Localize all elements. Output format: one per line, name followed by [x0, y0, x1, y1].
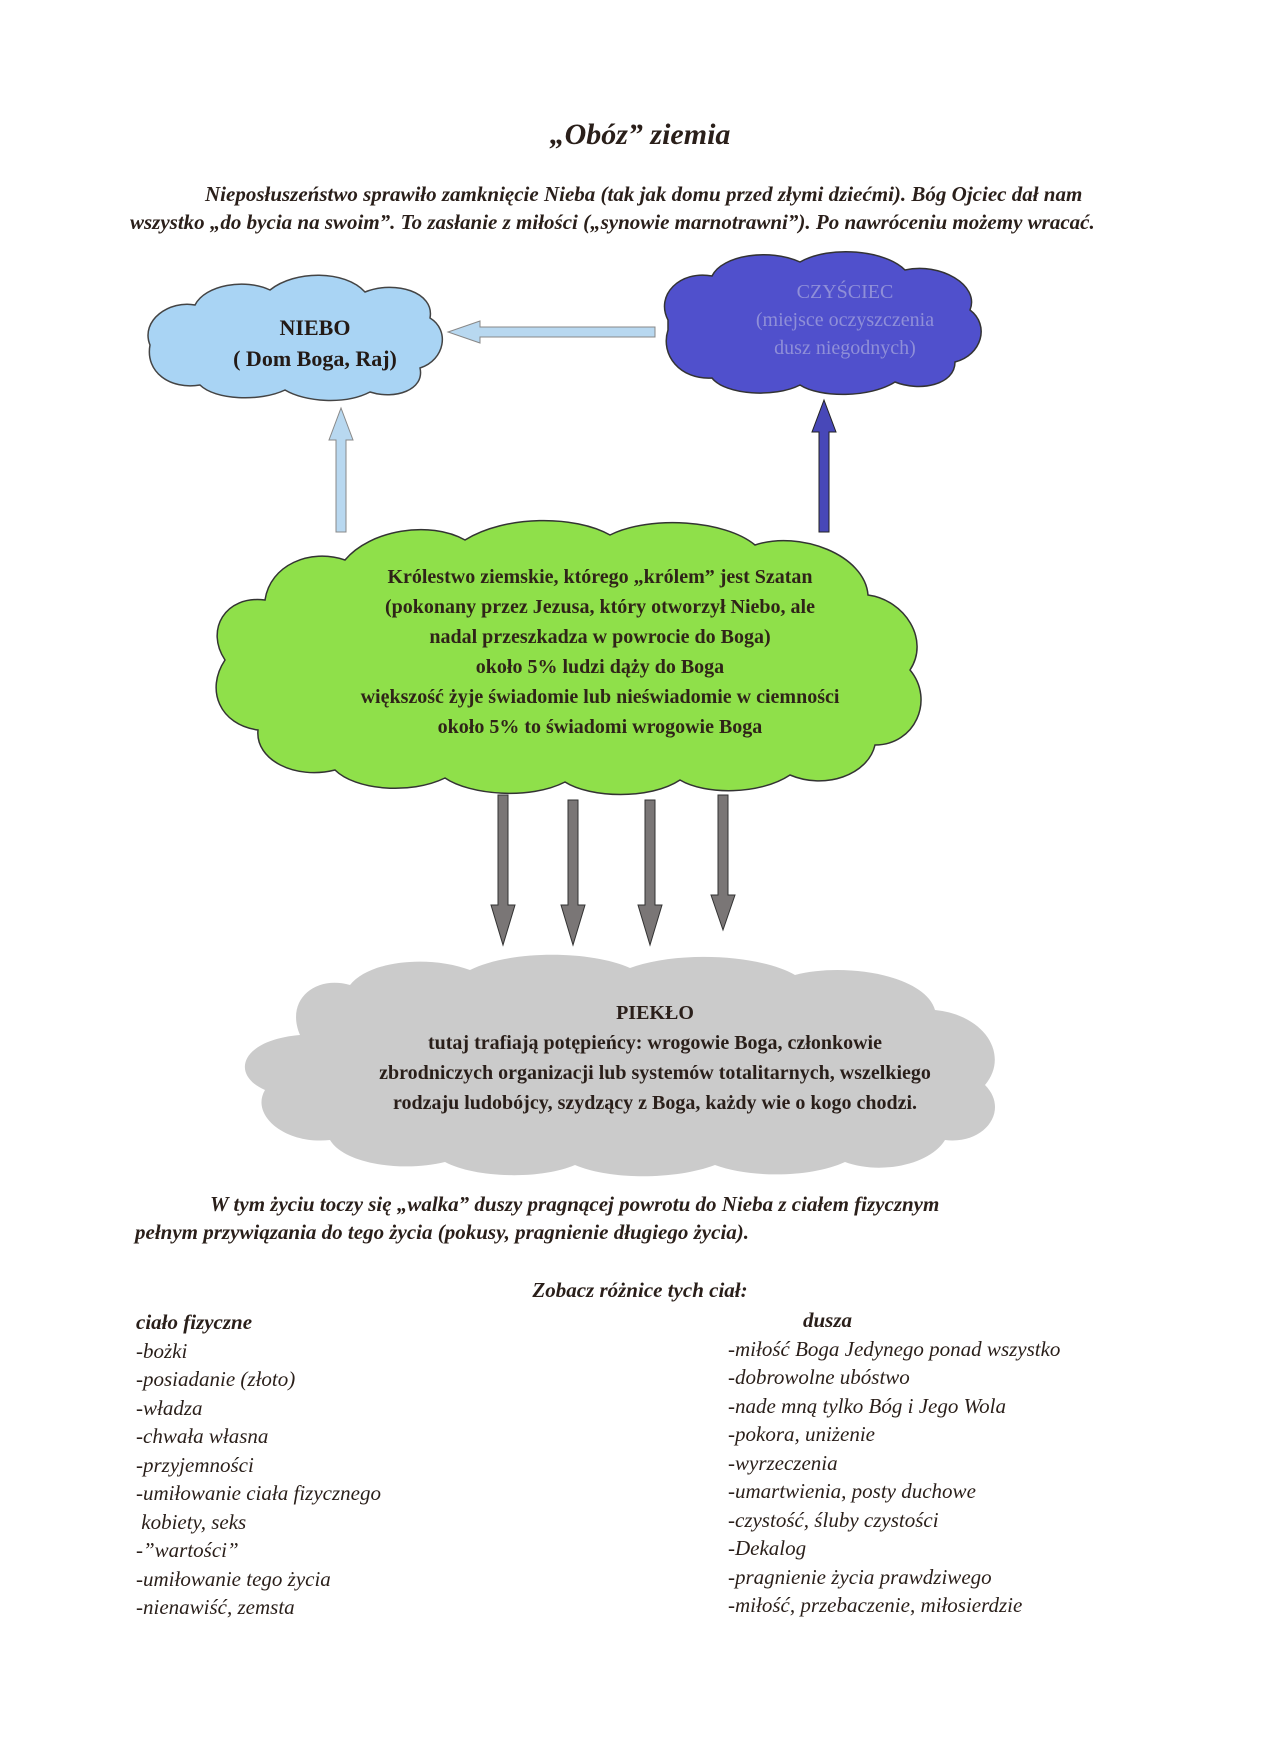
arrow-czysciec-to-niebo: [448, 321, 655, 343]
arrow-ziemia-to-czysciec: [812, 400, 836, 532]
cialo-item: -przyjemności: [136, 1452, 254, 1477]
ziemia-line: nadal przeszkadza w powrocie do Boga): [429, 626, 771, 648]
dusza-item: -nade mną tylko Bóg i Jego Wola: [728, 1393, 1006, 1418]
intro-text: Nieposłuszeństwo sprawiło zamknięcie Nieba (tak jak domu przed złymi dziećmi). Bóg Ojciec dał nam wszystko „do bycia na swoim”. To zasłanie z miłości („synowie marnotrawni”). Po nawróceniu możemy wracać.: [130, 182, 1095, 234]
ziemia-line: około 5% ludzi dąży do Boga: [475, 656, 725, 678]
walka-line: pełnym przywiązania do tego życia (pokusy, pragnienie długiego życia).: [135, 1220, 750, 1244]
czysciec-line: (miejsce oczyszczenia: [755, 309, 935, 331]
page-title: „Obóz” ziemia: [549, 118, 731, 151]
ziemia-line: (pokonany przez Jezusa, który otworzył Niebo, ale: [385, 596, 815, 618]
walka-line: W tym życiu toczy się „walka” duszy pragnącej powrotu do Nieba z ciałem fizycznym: [210, 1192, 940, 1216]
pieklo-label: [270, 998, 1040, 1118]
cialo-item: -umiłowanie tego życia: [136, 1566, 331, 1591]
arrow-ziemia-to-niebo: [329, 408, 353, 532]
ziemia-line: około 5% to świadomi wrogowie Boga: [437, 716, 763, 738]
cialo-item: -umiłowanie ciała fizycznego: [136, 1481, 381, 1505]
arrow-ziemia-to-pieklo-3: [638, 800, 662, 945]
cialo-item: kobiety, seks: [136, 1509, 247, 1534]
niebo-line: NIEBO: [279, 315, 351, 340]
dusza-item: -pragnienie życia prawdziwego: [728, 1564, 992, 1589]
dusza-column: [728, 1306, 1188, 1620]
cialo-heading: ciało fizyczne: [136, 1310, 253, 1334]
pieklo-line: PIEKŁO: [616, 1002, 694, 1024]
arrow-ziemia-to-pieklo-4: [711, 795, 735, 930]
walka-paragraph: [135, 1190, 1135, 1246]
dusza-item: -miłość Boga Jedynego ponad wszystko: [728, 1336, 1061, 1361]
cialo-item: -nienawiść, zemsta: [136, 1595, 295, 1619]
cialo-item: -posiadanie (złoto): [136, 1367, 296, 1391]
pieklo-line: zbrodniczych organizacji lub systemów totalitarnych, wszelkiego: [379, 1062, 931, 1084]
dusza-item: -wyrzeczenia: [728, 1450, 838, 1475]
dusza-item: -Dekalog: [728, 1536, 807, 1560]
ziemia-label: [280, 562, 920, 742]
roznice-title: Zobacz różnice tych ciał:: [532, 1278, 748, 1302]
cialo-column: [136, 1308, 536, 1622]
cialo-item: -władza: [136, 1395, 203, 1420]
dusza-heading: dusza: [803, 1308, 853, 1332]
dusza-item: -pokora, uniżenie: [728, 1422, 875, 1446]
pieklo-line: rodzaju ludobójcy, szydzący z Boga, każdy wie o kogo chodzi.: [392, 1092, 918, 1114]
cialo-item: -chwała własna: [136, 1424, 269, 1448]
cialo-item: -bożki: [136, 1338, 188, 1363]
niebo-label: [190, 312, 440, 374]
dusza-item: -czystość, śluby czystości: [728, 1507, 939, 1532]
arrow-ziemia-to-pieklo-1: [491, 795, 515, 945]
dusza-item: -umartwienia, posty duchowe: [728, 1479, 976, 1503]
ziemia-line: większość żyje świadomie lub nieświadomie w ciemności: [360, 686, 840, 708]
dusza-item: -dobrowolne ubóstwo: [728, 1365, 910, 1389]
czysciec-line: dusz niegodnych): [774, 337, 916, 359]
niebo-line: ( Dom Boga, Raj): [233, 346, 397, 371]
czysciec-label: [700, 278, 990, 362]
dusza-item: -miłość, przebaczenie, miłosierdzie: [728, 1593, 1023, 1617]
arrow-ziemia-to-pieklo-2: [561, 800, 585, 945]
cialo-item: -”wartości”: [136, 1538, 239, 1562]
pieklo-line: tutaj trafiają potępieńcy: wrogowie Boga, członkowie: [427, 1032, 882, 1054]
ziemia-line: Królestwo ziemskie, którego „królem” jest Szatan: [387, 566, 813, 588]
czysciec-line: CZYŚCIEC: [796, 281, 894, 303]
